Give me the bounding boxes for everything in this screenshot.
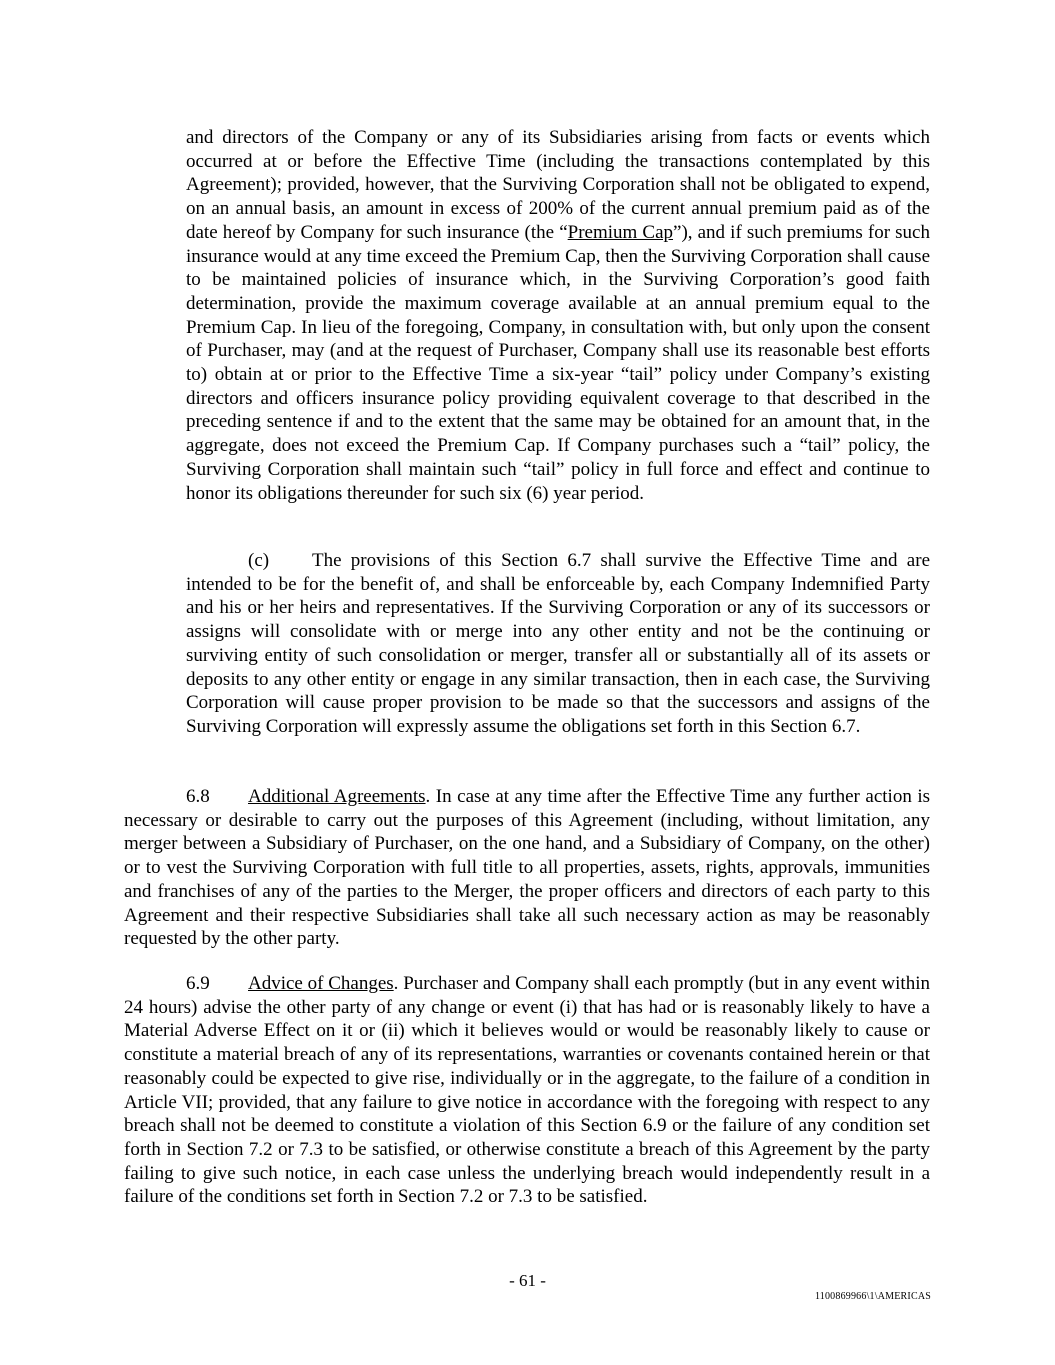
paragraph-text: . Purchaser and Company shall each promptly (but in any event within 24 hours) advise the other party of any change or event (i) that has had or is reasonably likely to have a Material Adverse Effect on it or (ii) which it believes would or would be reasonably likely to cause or constitute a material breach of any of its representations, warranties or covenants contained herein or that reasonably could be expected to give rise, individually or in the aggregate, to the failure of a condition in Article VII; provided, that any failure to give notice in accordance with the foregoing with respect to any breach shall not be deemed to constitute a violation of this Section 6.9 or the failure of any condition set forth in Section 7.2 or 7.3 to be satisfied, or otherwise constitute a breach of this Agreement by the party failing to give such notice, in each case unless the underlying breach would independently result in a failure of the conditions set forth in Section 7.2 or 7.3 to be satisfied. (124, 973, 930, 1208)
paragraph-insurance-premium-cap (186, 126, 930, 505)
page-number: - 61 - (509, 1271, 546, 1290)
paragraph-section-6-8 (124, 785, 930, 951)
paragraph-text: ”), and if such premiums for such insurance would at any time exceed the Premium Cap, then the Surviving Corporation shall cause to be maintained policies of insurance which, in the Surviving Corporation’s good faith determination, provide the maximum coverage available at an annual premium equal to the Premium Cap. In lieu of the foregoing, Company, in consultation with, but only upon the consent of Purchaser, may (and at the request of Purchaser, Company shall use its reasonable best efforts to) obtain at or prior to the Effective Time a six-year “tail” policy under Company’s existing directors and officers insurance policy providing equivalent coverage to that described in the preceding sentence if and to the extent that the same may be obtained for an amount that, in the aggregate, does not exceed the Premium Cap. If Company purchases such a “tail” policy, the Surviving Corporation shall maintain such “tail” policy in full force and effect and continue to honor its obligations thereunder for such six (6) year period. (186, 221, 930, 504)
section-number: 6.9 (186, 973, 210, 994)
document-id: 1100869966\1\AMERICAS (814, 1291, 931, 1302)
clause-label: (c) (248, 550, 270, 571)
paragraph-text: . In case at any time after the Effective Time any further action is necessary or desirable to carry out the purposes of this Agreement (including, without limitation, any merger between a Subsidiary of Purchaser, on the one hand, and a Subsidiary of Company, on the other) or to vest the Surviving Corporation with full title to all properties, assets, rights, approvals, immunities and franchises of any of the parties to the Merger, the proper officers and directors of each party to this Agreement and their respective Subsidiaries shall take all such necessary action as may be reasonably requested by the other party. (124, 786, 930, 950)
defined-term-premium-cap: Premium Cap (567, 221, 674, 243)
section-heading: Additional Agreements (248, 786, 426, 807)
section-number: 6.8 (186, 786, 210, 807)
paragraph-text: and directors of the Company or any of its Subsidiaries arising from facts or events which occurred at or before the Effective Time (including the transactions contemplated by this Agreement); provided, however, that the Surviving Corporation shall not be obligated to expend, on an annual basis, an amount in excess of 200% of the current annual premium paid as of the date hereof by Company for such insurance (the “ (186, 127, 930, 243)
section-heading: Advice of Changes (248, 973, 394, 994)
paragraph-section-c (186, 549, 930, 739)
paragraph-text: The provisions of this Section 6.7 shall survive the Effective Time and are intended to be for the benefit of, and shall be enforceable by, each Company Indemnified Party and his or her heirs and representatives. If the Surviving Corporation or any of its successors or assigns will consolidate with or merge into any other entity and not be the continuing or surviving entity of such consolidation or merger, transfer all or substantially all of its assets or deposits to any other entity or engage in any similar transaction, then in each case, the Surviving Corporation will cause proper provision to be made so that the successors and assigns of the Surviving Corporation will expressly assume the obligations set forth in this Section 6.7. (186, 550, 930, 737)
paragraph-section-6-9 (124, 972, 930, 1209)
